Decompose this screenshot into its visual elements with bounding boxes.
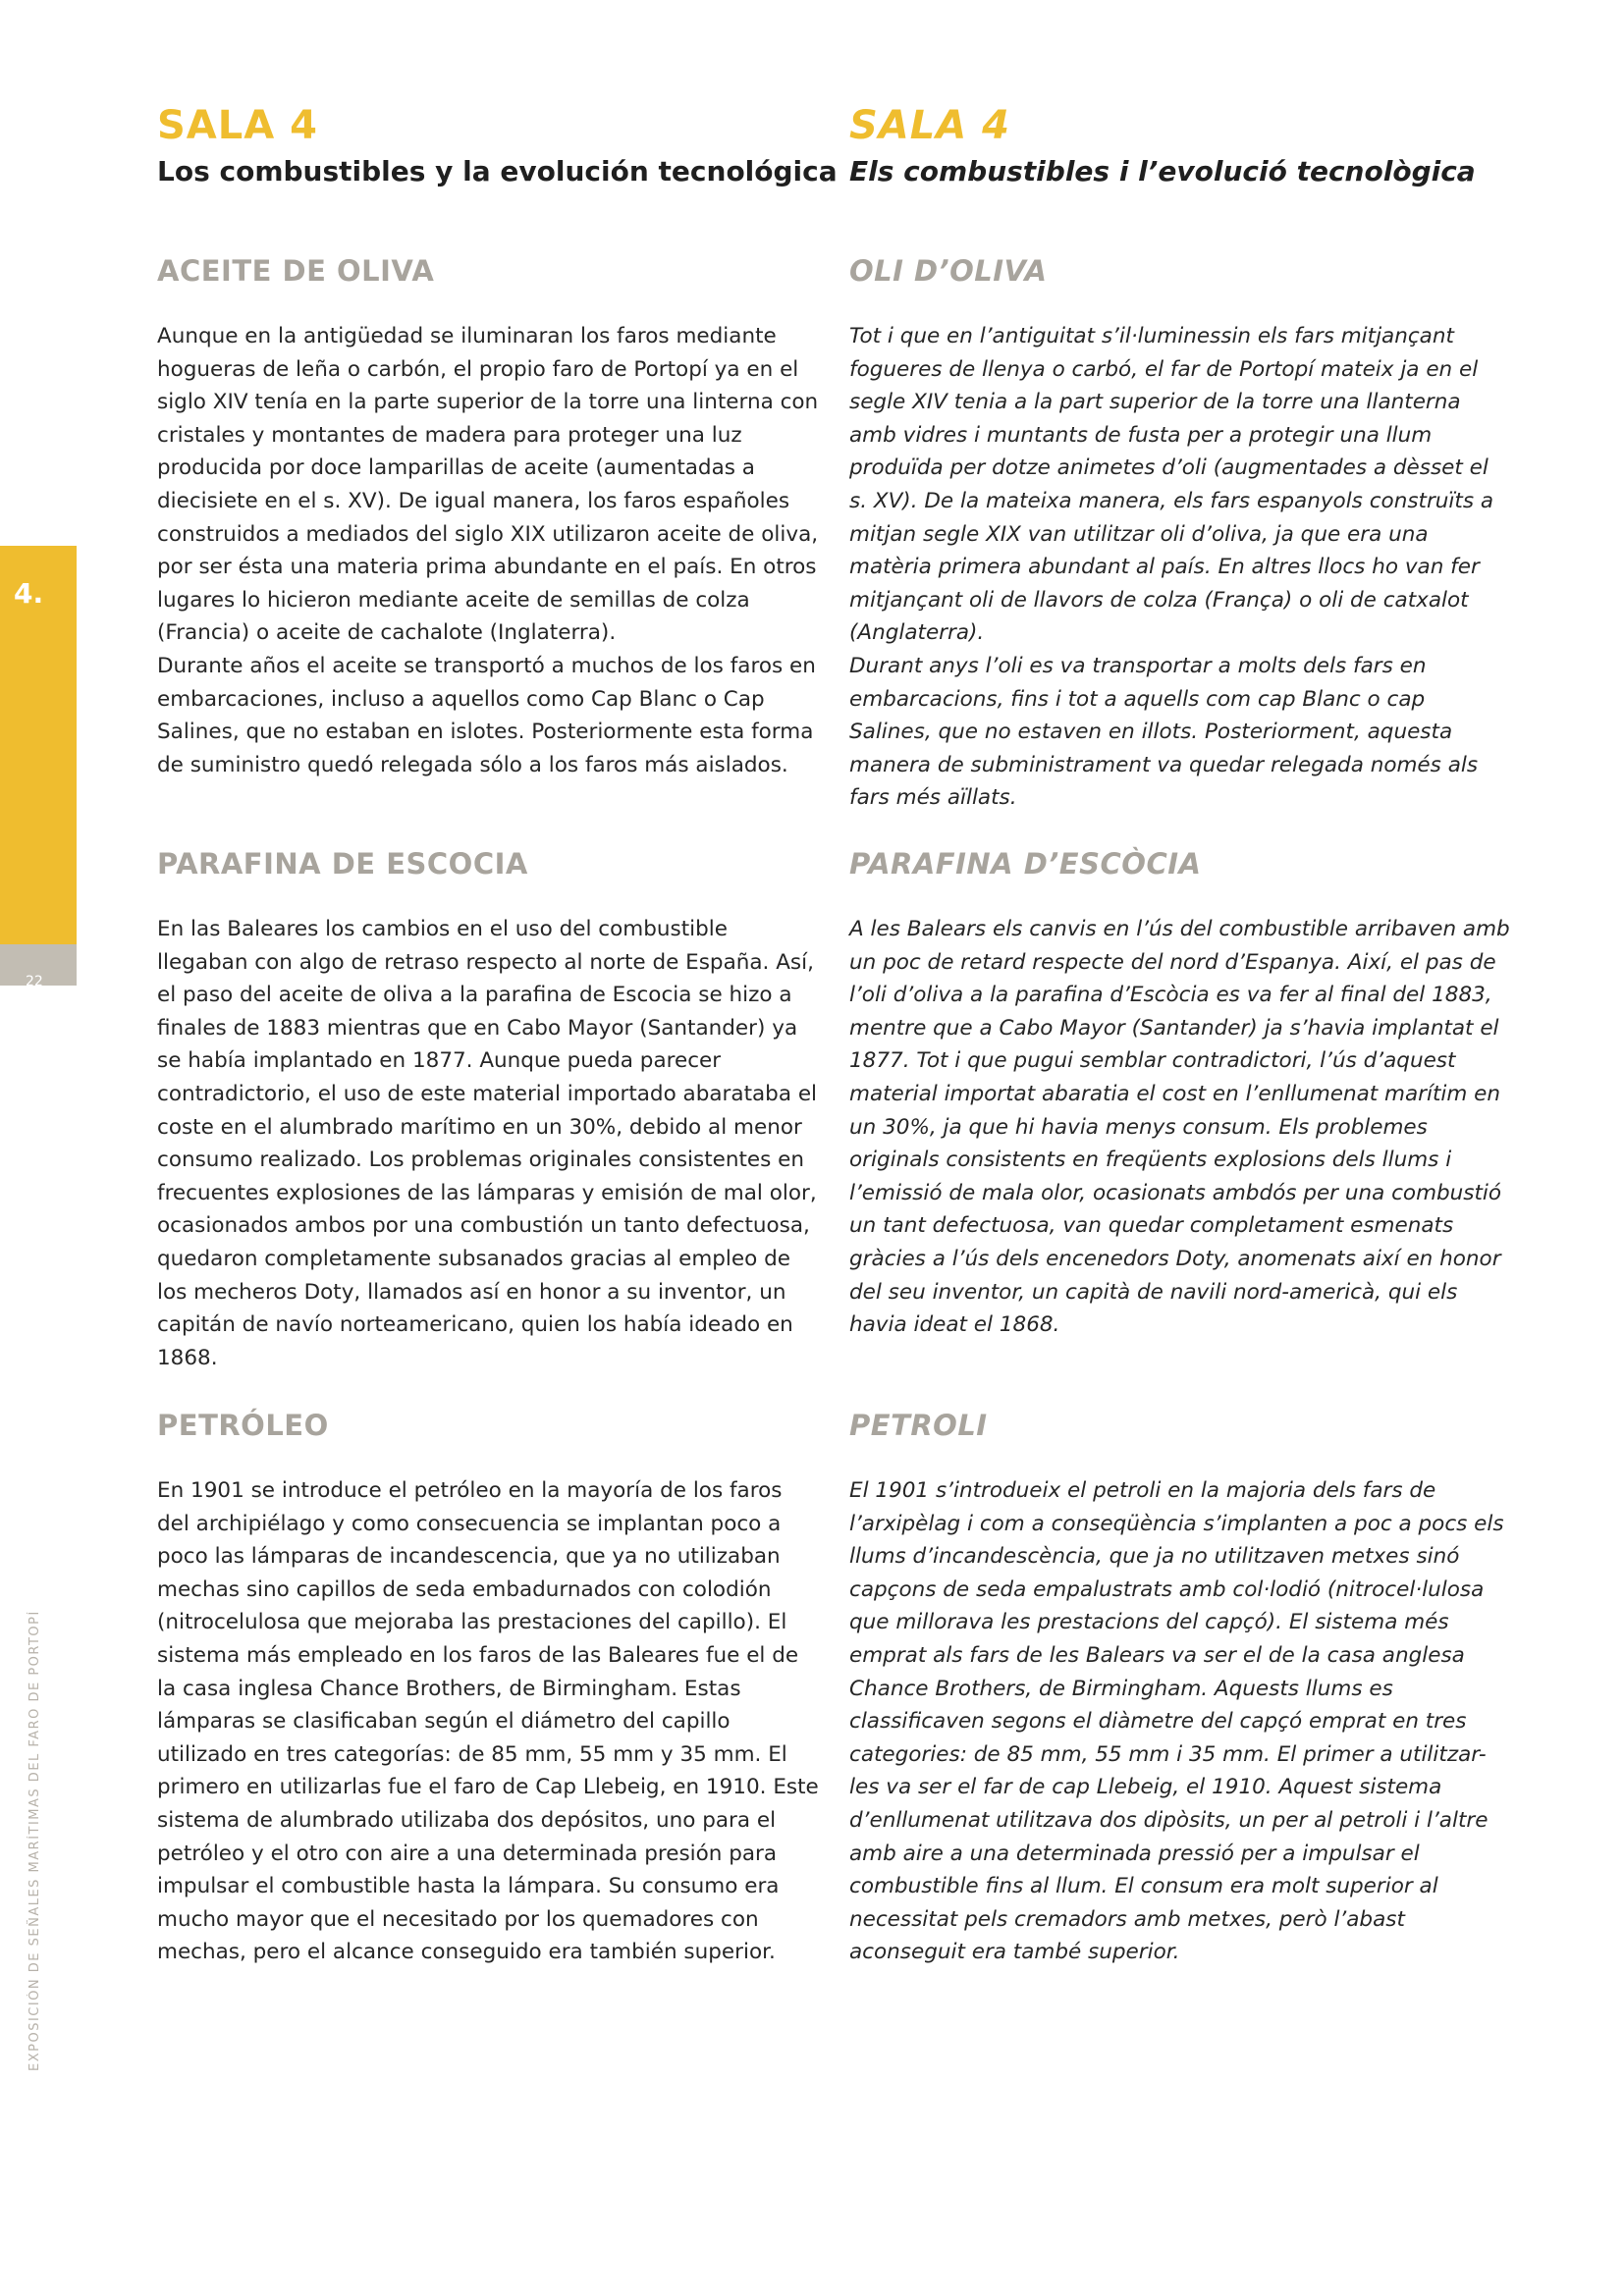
- chapter-number: 4.: [14, 577, 44, 610]
- section-text-parafina: A les Balears els canvis en l’ús del combustible arribaven amb un poc de retard respecte del nord d’Espanya. Així, el pas de l’oli d’oliva a la parafina d’Escòcia es va fer al final del 1883, mentre que a Cabo Mayor (Santander) ja s’havia implantat el 1877. Tot i que pugui semblar contradictori, l’ús d’aquest material importat abaratia el cost en l’enllumenat marítim en un 30%, ja que hi havia menys consum. Els problemes originals consistents en freqüents explosions dels llums i l’emissió de mala olor, ocasionats ambdós per una combustió un tant defectuosa, van quedar completament esmenats gràcies a l’ús dels encenedors Doty, anomenats així en honor del seu inventor, un capità de navili nord-americà, qui els havia ideat el 1868.: [849, 917, 1510, 1338]
- section-text-parafina: En las Baleares los cambios en el uso del combustible llegaban con algo de retraso respecto al norte de España. Así, el paso del aceite de oliva a la parafina de Escocia se hizo a finales de 1883 mientras que en Cabo Mayor (Santander) ya se había implantado en 1877. Aunque pueda parecer contradictorio, el uso de este material importado abarataba el coste en el alumbrado marítimo en un 30%, debido al menor consumo realizado. Los problemas originales consistentes en frecuentes explosiones de las lámparas y emisión de mal olor, ocasionados ambos por una combustión un tanto defectuosa, quedaron completamente subsanados gracias al empleo de los mecheros Doty, llamados así en honor a su inventor, un capitán de navío norteamericano, quien los había ideado en 1868.: [157, 917, 818, 1370]
- section-text-petroli: El 1901 s’introdueix el petroli en la majoria dels fars de l’arxipèlag i com a conseqüència s’implanten a poc a pocs els llums d’incandescència, que ja no utilitzaven metxes sinó capçons de seda empalustrats amb col·lodió (nitrocel·lulosa que millorava les prestacions del capçó). El sistema més emprat als fars de les Balears va ser el de la casa anglesa Chance Brothers, de Birmingham. Aquests llums es classificaven segons el diàmetre del capçó emprat en tres categories: de 85 mm, 55 mm i 35 mm. El primer a utilitzar-les va ser el far de cap Llebeig, el 1910. Aquest sistema d’enllumenat utilitzava dos dipòsits, un per al petroli i l’altre amb aire a una determinada pressió per a impulsar el combustible fins al llum. El consum era molt superior al necessitat pels cremadors amb metxes, però l’abast aconseguit era també superior.: [849, 1478, 1504, 1965]
- sala-subtitle: Los combustibles y la evolución tecnológica: [157, 155, 838, 187]
- vertical-running-title: EXPOSICIÓN DE SEÑALES MARÍTIMAS DEL FARO DE PORTOPÍ: [27, 1610, 42, 2071]
- sala-title: SALA 4: [157, 103, 318, 148]
- section-heading-parafina: PARAFINA DE ESCOCIA: [157, 847, 528, 881]
- section-heading-aceite: ACEITE DE OLIVA: [157, 254, 435, 288]
- sala-subtitle: Els combustibles i l’evolució tecnològica: [849, 155, 1476, 187]
- section-text-oli: Tot i que en l’antiguitat s’il·luminessin els fars mitjançant fogueres de llenya o carbó, el far de Portopí mateix ja en el segle XIV tenia a la part superior de la torre una llanterna amb vidres i muntants de fusta per a protegir una llum produïda per dotze animetes d’oli (augmentades a dèsset el s. XV). De la mateixa manera, els fars espanyols construïts a mitjan segle XIX van utilitzar oli d’oliva, ja que era una matèria primera abundant al país. En altres llocs ho van fer mitjançant oli de llavors de colza (França) o oli de catxalot (Anglaterra). Durant anys l’oli es va transportar a molts dels fars en embarcacions, fins i tot a aquells com cap Blanc o cap Salines, que no estaven en illots. Posteriorment, aquesta manera de subministrament va quedar relegada només als fars més aïllats.: [849, 324, 1494, 811]
- section-heading-parafina: PARAFINA D’ESCÒCIA: [849, 847, 1202, 881]
- sala-title: SALA 4: [849, 103, 1010, 148]
- section-heading-petroli: PETROLI: [849, 1409, 988, 1442]
- section-heading-petroleo: PETRÓLEO: [157, 1409, 329, 1442]
- page-number: 22: [26, 974, 43, 989]
- section-text-aceite: Aunque en la antigüedad se iluminaran los faros mediante hogueras de leña o carbón, el propio faro de Portopí ya en el siglo XIV tenía en la parte superior de la torre una linterna con cristales y montantes de madera para proteger una luz producida por doce lamparillas de aceite (aumentadas a diecisiete en el s. XV). De igual manera, los faros españoles construidos a mediados del siglo XIX utilizaron aceite de oliva, por ser ésta una materia prima abundante en el país. En otros lugares lo hicieron mediante aceite de semillas de colza (Francia) o aceite de cachalote (Inglaterra). Durante años el aceite se transportó a muchos de los faros en embarcaciones, incluso a aquellos como Cap Blanc o Cap Salines, que no estaban en islotes. Posteriormente esta forma de suministro quedó relegada sólo a los faros más aislados.: [157, 324, 819, 777]
- section-heading-oli: OLI D’OLIVA: [849, 254, 1048, 288]
- section-text-petroleo: En 1901 se introduce el petróleo en la mayoría de los faros del archipiélago y como consecuencia se implantan poco a poco las lámparas de incandescencia, que ya no utilizaban mechas sino capillos de seda embadurnados con colodión (nitrocelulosa que mejoraba las prestaciones del capillo). El sistema más empleado en los faros de las Baleares fue el de la casa inglesa Chance Brothers, de Birmingham. Estas lámparas se clasificaban según el diámetro del capillo utilizado en tres categorías: de 85 mm, 55 mm y 35 mm. El primero en utilizarlas fue el faro de Cap Llebeig, en 1910. Este sistema de alumbrado utilizaba dos depósitos, uno para el petróleo y el otro con aire a una determinada presión para impulsar el combustible hasta la lámpara. Su consumo era mucho mayor que el necesitado por los quemadores con mechas, pero el alcance conseguido era también superior.: [157, 1478, 819, 1965]
